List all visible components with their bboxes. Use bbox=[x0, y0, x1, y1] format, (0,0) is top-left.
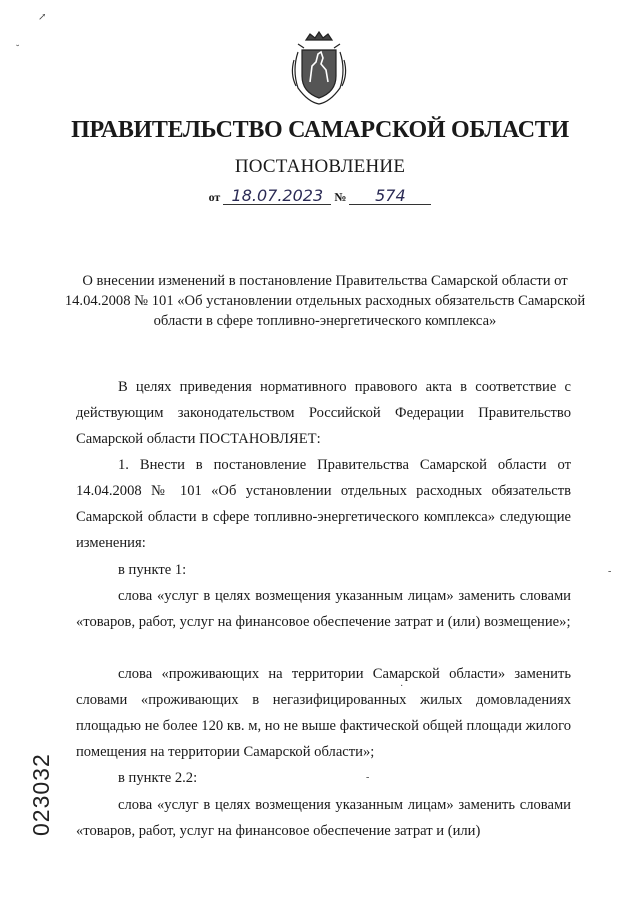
handwritten-number: 574 bbox=[349, 188, 431, 205]
p1-change-a-paragraph bbox=[76, 583, 571, 635]
document-subject: О внесении изменений в постановление Правительства Самарской области от 14.04.2008 № 101 «Об установлении отдельных расходных обязательств Самарской области в сфере топливно-энергетического комплекса» bbox=[64, 273, 586, 329]
document-type: ПОСТАНОВЛЕНИЕ bbox=[234, 156, 406, 177]
intro-paragraph bbox=[76, 374, 571, 452]
side-registration-number: 023032 bbox=[28, 753, 54, 836]
samara-coat-of-arms-icon bbox=[288, 30, 350, 106]
p1-heading-text: в пункте 1: bbox=[118, 562, 187, 578]
p22-heading-text: в пункте 2.2: bbox=[118, 770, 198, 786]
item-1-text: 1. Внести в постановление Правительства Самарской области от 14.04.2008 № 101 «Об установлении отдельных расходных обязательств Самарской области в сфере топливно-энергетического комплекса» следующие изменения: bbox=[76, 457, 571, 551]
date-prefix: от bbox=[208, 190, 221, 204]
p22-change-a-text: слова «услуг в целях возмещения указанным лицам» заменить словами «товаров, работ, услуг на финансовое обеспечение затрат и (или) bbox=[76, 797, 571, 839]
scan-mark-icon: - bbox=[366, 772, 370, 783]
org-title: ПРАВИТЕЛЬСТВО САМАРСКОЙ ОБЛАСТИ bbox=[71, 117, 569, 143]
handwritten-date: 18.07.2023 bbox=[223, 188, 331, 205]
scan-mark-icon: ↗ bbox=[38, 12, 47, 23]
number-prefix: № bbox=[334, 190, 347, 204]
p1-heading-paragraph bbox=[76, 557, 571, 583]
p22-heading-paragraph bbox=[76, 765, 571, 791]
scan-mark-icon: ˘ bbox=[16, 44, 20, 55]
item-1-paragraph bbox=[76, 452, 571, 556]
scan-mark-icon: - bbox=[608, 566, 612, 577]
p1-change-a-text: слова «услуг в целях возмещения указанным лицам» заменить словами «товаров, работ, услуг на финансовое обеспечение затрат и (или) возмещение»; bbox=[76, 588, 571, 630]
scan-mark-icon: · bbox=[400, 681, 404, 692]
p1-change-b-paragraph bbox=[76, 661, 571, 765]
date-number-line bbox=[0, 188, 640, 205]
p22-change-a-paragraph bbox=[76, 792, 571, 844]
p1-change-b-text: слова «проживающих на территории Самарской области» заменить словами «проживающих в негазифицированных жилых домовладениях площадью не более 120 кв. м, но не выше фактической общей площади жилого помещения на территории Самарской области»; bbox=[76, 666, 571, 760]
intro-text: В целях приведения нормативного правового акта в соответствие с действующим законодательством Российской Федерации Правительство Самарской области ПОСТАНОВЛЯЕТ: bbox=[76, 379, 571, 447]
